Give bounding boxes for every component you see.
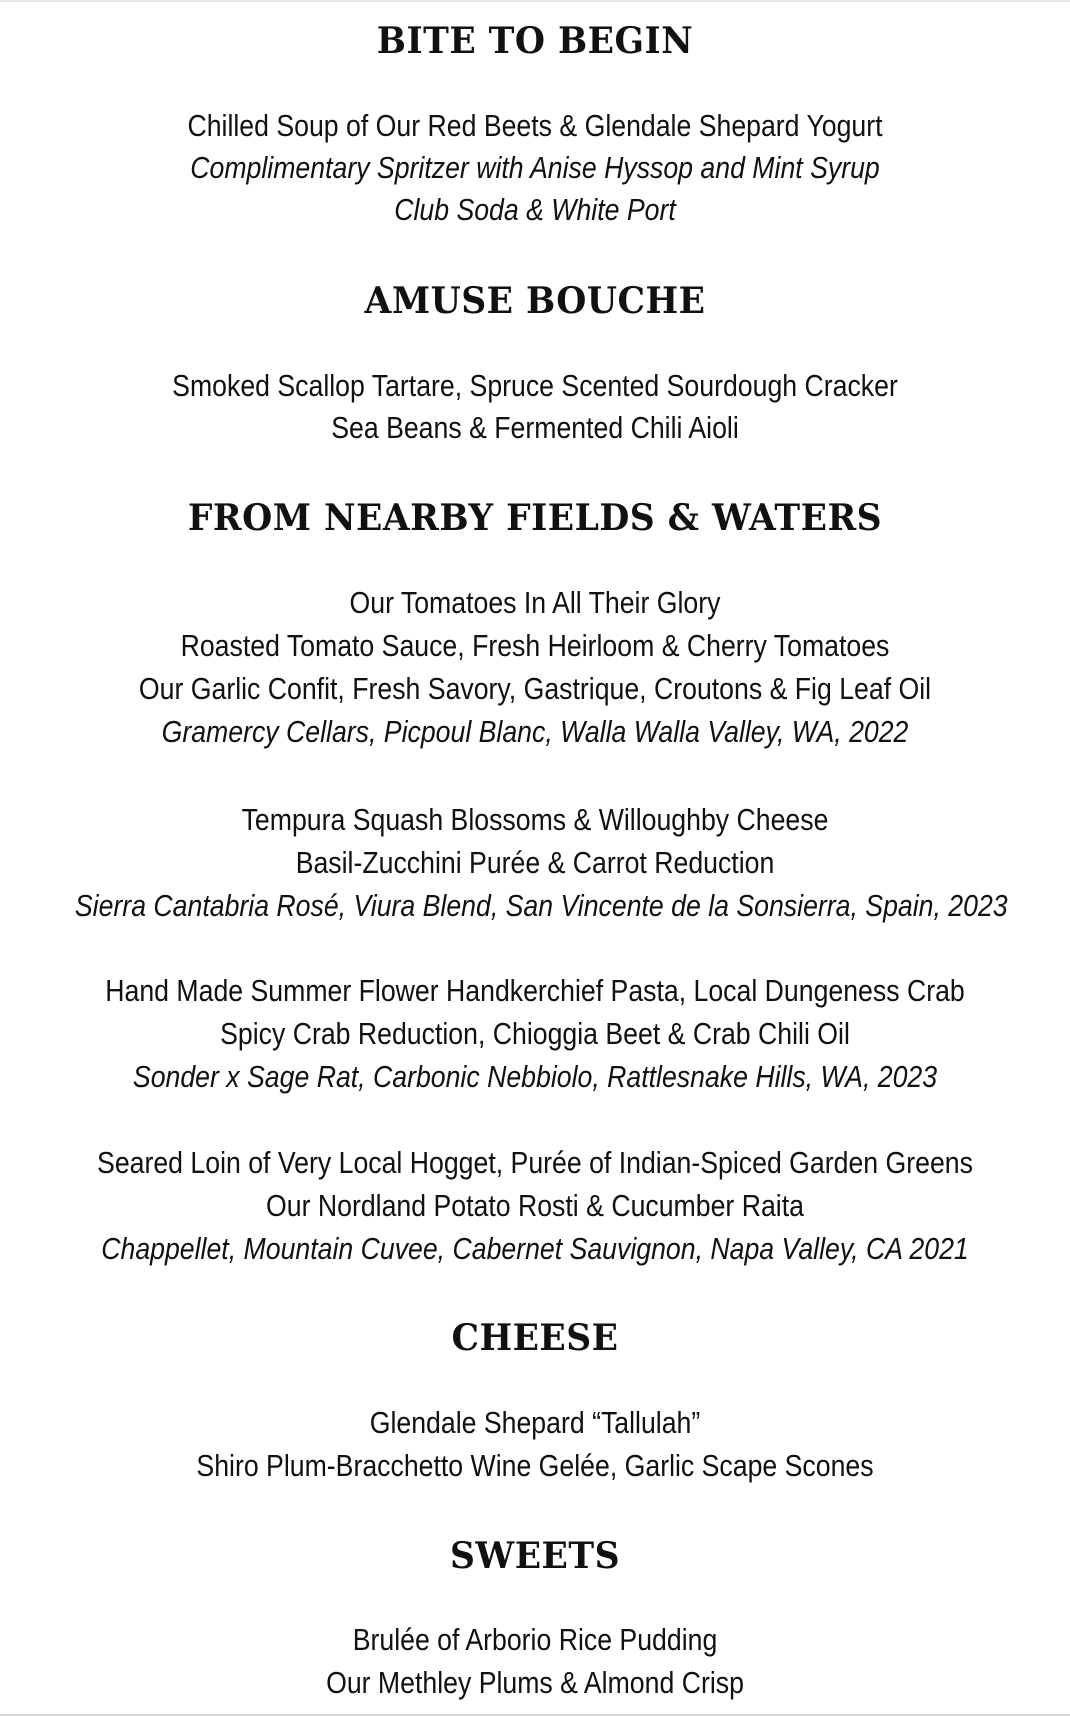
dish-line: Our Methley Plums & Almond Crisp — [326, 1665, 744, 1700]
section-heading-fields-waters: FROM NEARBY FIELDS & WATERS — [187, 497, 883, 539]
dish-line: Tempura Squash Blossoms & Willoughby Cheese — [241, 802, 829, 837]
section-heading-bite-to-begin: BITE TO BEGIN — [376, 20, 694, 62]
dish-line: Shiro Plum-Bracchetto Wine Gelée, Garlic Scape Scones — [196, 1448, 874, 1483]
dish-line: Roasted Tomato Sauce, Fresh Heirloom & Cherry Tomatoes — [180, 628, 890, 663]
dish-line: Brulée of Arborio Rice Pudding — [352, 1622, 718, 1657]
dish-line: Our Nordland Potato Rosti & Cucumber Raita — [266, 1188, 804, 1223]
section-heading-amuse-bouche: AMUSE BOUCHE — [364, 280, 706, 322]
section-heading-sweets: SWEETS — [449, 1535, 621, 1577]
dish-line: Glendale Shepard “Tallulah” — [369, 1405, 701, 1440]
drink-pairing: Club Soda & White Port — [394, 192, 676, 227]
dish-line: Basil-Zucchini Purée & Carrot Reduction — [295, 845, 775, 880]
dish-line: Sea Beans & Fermented Chili Aioli — [331, 410, 739, 445]
dish-line: Our Tomatoes In All Their Glory — [349, 585, 721, 620]
dish-line: Hand Made Summer Flower Handkerchief Pasta, Local Dungeness Crab — [105, 973, 965, 1008]
dish-line: Chilled Soup of Our Red Beets & Glendale Shepard Yogurt — [187, 108, 883, 143]
dish-line: Our Garlic Confit, Fresh Savory, Gastrique, Croutons & Fig Leaf Oil — [138, 671, 932, 706]
section-heading-cheese: CHEESE — [451, 1317, 619, 1359]
wine-pairing: Chappellet, Mountain Cuvee, Cabernet Sauvignon, Napa Valley, CA 2021 — [101, 1231, 969, 1266]
dish-line: Seared Loin of Very Local Hogget, Purée of Indian-Spiced Garden Greens — [97, 1145, 973, 1180]
dish-line: Smoked Scallop Tartare, Spruce Scented Sourdough Cracker — [172, 368, 898, 403]
wine-pairing: Sonder x Sage Rat, Carbonic Nebbiolo, Rattlesnake Hills, WA, 2023 — [132, 1059, 938, 1094]
wine-pairing: Sierra Cantabria Rosé, Viura Blend, San Vincente de la Sonsierra, Spain, 2023 — [74, 888, 1008, 923]
dish-line: Spicy Crab Reduction, Chioggia Beet & Crab Chili Oil — [220, 1016, 850, 1051]
drink-pairing: Complimentary Spritzer with Anise Hyssop and Mint Syrup — [190, 150, 880, 185]
wine-pairing: Gramercy Cellars, Picpoul Blanc, Walla Walla Valley, WA, 2022 — [161, 714, 909, 749]
